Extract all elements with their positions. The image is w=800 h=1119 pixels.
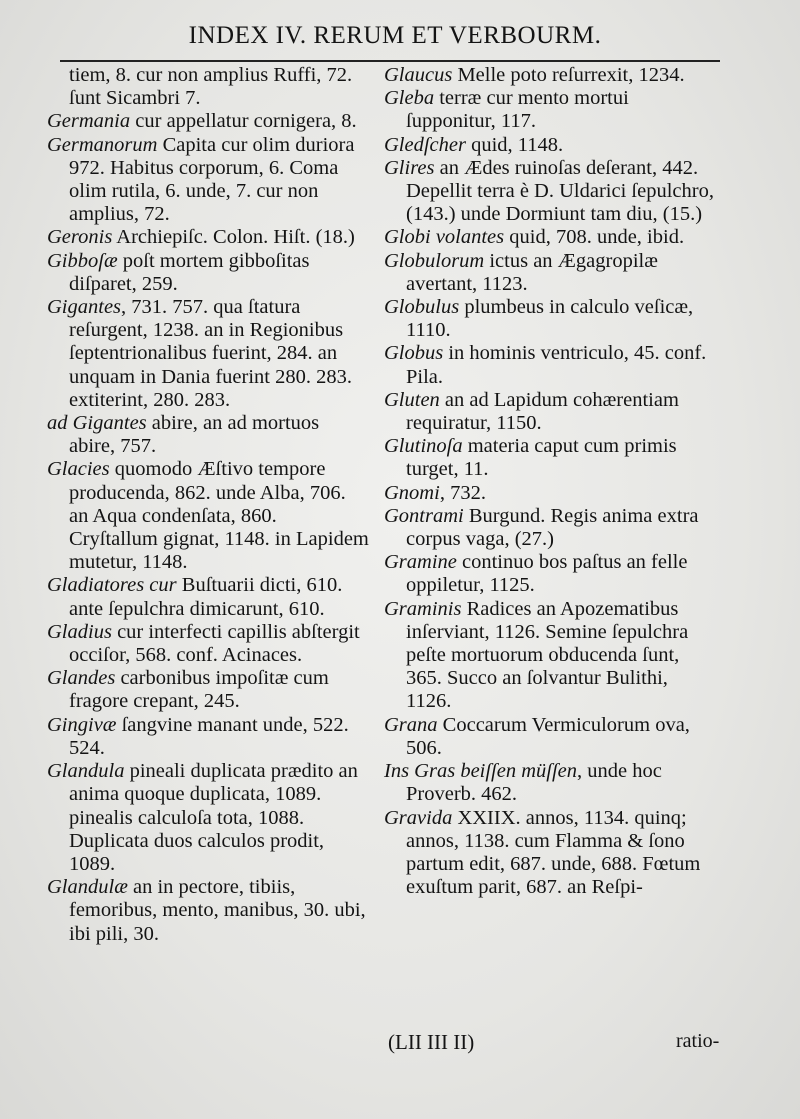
index-keyword: Gledſcher <box>384 133 466 156</box>
index-entry <box>47 574 369 620</box>
index-text: Buſtuarii dicti, 610. ante ſepulchra dimicarunt, 610. <box>69 574 343 620</box>
index-text: ictus an Ægagropilæ avertant, 1123. <box>406 249 658 295</box>
index-text: abire, an ad mortuos abire, 757. <box>69 412 320 458</box>
running-header: INDEX IV. RERUM ET VERBOURM. <box>188 22 602 49</box>
index-text: carbonibus impoſitæ cum fragore crepant, 245. <box>69 667 329 713</box>
index-entry <box>47 226 369 249</box>
index-entry <box>384 807 714 900</box>
index-text: cur interfecti capillis abſtergit occiſor, 568. conf. Acinaces. <box>69 620 360 667</box>
index-keyword: Globulorum <box>384 249 485 272</box>
index-entry <box>384 250 714 296</box>
index-text: quomodo Æſtivo tempore producenda, 862. unde Alba, 706. an Aqua condenſata, 860. Cryſtallum gignat, 1148. in Lapidem mutetur, 1148. <box>69 458 369 574</box>
index-keyword: Gluten <box>384 388 440 411</box>
index-text: in hominis ventriculo, 45. conf. Pila. <box>406 342 707 388</box>
index-keyword: Glandes <box>47 667 116 690</box>
index-entry <box>384 296 714 342</box>
index-entry <box>47 296 369 412</box>
index-keyword: Geronis <box>47 226 113 249</box>
index-entry <box>47 667 369 713</box>
index-text: poſt mortem gibboſitas diſparet, 259. <box>69 249 310 295</box>
index-text: materia caput cum primis turget, 11. <box>406 435 677 481</box>
index-keyword: Gramine <box>384 551 457 574</box>
index-entry <box>47 760 369 876</box>
index-text: plumbeus in calculo veſicæ, 1110. <box>406 296 694 342</box>
index-text: continuo bos paſtus an felle oppiletur, 1125. <box>406 551 688 597</box>
catchword: ratio- <box>676 1030 720 1052</box>
index-text: Capita cur olim duriora 972. Habitus corporum, 6. Coma olim rutila, 6. unde, 7. cur non amplius, 72. <box>69 133 355 226</box>
index-entry <box>384 134 714 157</box>
index-text: , 732. <box>439 481 486 504</box>
index-text: pineali duplicata prædito an anima quoque duplicata, 1089. pinealis calculoſa tota, 1088. Duplicata duos calculos prodit, 1089. <box>69 760 358 875</box>
index-keyword: Gladius <box>47 620 112 643</box>
index-entry <box>384 435 714 481</box>
index-entry <box>47 134 369 227</box>
index-text: Archiepiſc. Colon. Hiſt. (18.) <box>112 226 355 249</box>
index-text: quid, 708. unde, ibid. <box>504 226 685 249</box>
index-text: terræ cur mento mortui ſupponitur, 117. <box>406 87 629 133</box>
index-text: an ad Lapidum cohærentiam requiratur, 1150. <box>406 388 679 435</box>
index-keyword: Globulus <box>384 296 460 319</box>
index-keyword: Glandula <box>47 760 125 783</box>
index-entry <box>384 760 714 806</box>
index-text: cur appellatur cornigera, 8. <box>130 110 357 133</box>
index-keyword: Grana <box>384 713 438 736</box>
index-text: , unde hoc Proverb. 462. <box>406 760 662 806</box>
index-keyword: Glaucus <box>384 64 453 86</box>
index-keyword: Globus <box>384 342 444 365</box>
index-entry <box>384 64 714 87</box>
index-keyword: Graminis <box>384 597 462 620</box>
index-entry <box>47 458 369 574</box>
index-text: Burgund. Regis anima extra corpus vaga, (27.) <box>406 504 699 551</box>
index-text: quid, 1148. <box>465 133 564 156</box>
index-keyword: Gontrami <box>384 504 464 527</box>
header-rule <box>60 60 720 62</box>
index-entry <box>47 64 369 110</box>
index-text: ſangvine manant unde, 522. 524. <box>69 713 349 759</box>
index-entry <box>47 250 369 296</box>
left-column <box>47 64 369 946</box>
index-keyword: Glandulæ <box>47 876 128 899</box>
index-keyword: ad Gigantes <box>47 412 147 435</box>
index-keyword: Gladiatores cur <box>47 574 177 597</box>
index-entry <box>384 157 714 227</box>
index-entry <box>47 412 369 458</box>
index-entry <box>384 551 714 597</box>
index-text: Melle poto reſurrexit, 1234. <box>452 64 685 86</box>
index-keyword: Gingivæ <box>47 713 117 736</box>
index-entry <box>384 342 714 388</box>
index-entry <box>384 598 714 714</box>
index-entry <box>47 110 369 133</box>
right-column <box>384 64 714 899</box>
index-keyword: Gleba <box>384 87 435 110</box>
index-keyword: Germanorum <box>47 133 158 156</box>
index-entry <box>47 621 369 667</box>
index-text: tiem, 8. cur non amplius Ruffi, 72. ſunt Sicambri 7. <box>69 64 353 110</box>
index-entry <box>47 714 369 760</box>
index-text: XXIIX. annos, 1134. quinq; annos, 1138. cum Flamma & ſono partum edit, 687. unde, 688. Fœtum exuſtum parit, 687. an Reſpi- <box>406 806 701 899</box>
index-entry <box>384 714 714 760</box>
index-entry <box>384 505 714 551</box>
signature-mark: (LII III II) <box>388 1030 475 1054</box>
index-keyword: Gnomi <box>384 481 440 504</box>
index-text: an in pectore, tibiis, femoribus, mento, manibus, 30. ubi, ibi pili, 30. <box>69 876 366 945</box>
index-text: , 731. 757. qua ſtatura reſurgent, 1238. an in Regionibus ſeptentrionalibus fuerint, 284. an unquam in Dania fuerint 280. 283. extiterint, 280. 283. <box>69 296 352 411</box>
index-keyword: Glutinoſa <box>384 435 463 458</box>
index-entry <box>384 87 714 133</box>
index-entry <box>384 226 714 249</box>
index-keyword: Globi volantes <box>384 226 505 249</box>
index-entry <box>47 876 369 946</box>
index-keyword: Glacies <box>47 458 110 481</box>
index-text: an Ædes ruinoſas deſerant, 442. Depellit terra è D. Uldarici ſepulchro, (143.) unde Dormiunt tam diu, (15.) <box>406 156 714 226</box>
index-entry <box>384 389 714 435</box>
index-keyword: Gibboſæ <box>47 249 118 272</box>
index-keyword: Germania <box>47 110 131 133</box>
index-keyword: Gravida <box>384 806 453 829</box>
index-keyword: Gigantes <box>47 296 122 319</box>
index-text: Coccarum Vermiculorum ova, 506. <box>406 713 690 759</box>
index-keyword: Ins Gras beiſſen müſſen <box>384 760 578 783</box>
index-text: Radices an Apozematibus inſerviant, 1126. Semine ſepulchra peſte mortuorum obducenda ſunt, 365. Succo an ſolvantur Bulithi, 1126. <box>406 597 689 713</box>
index-entry <box>384 482 714 505</box>
index-keyword: Glires <box>384 156 435 179</box>
